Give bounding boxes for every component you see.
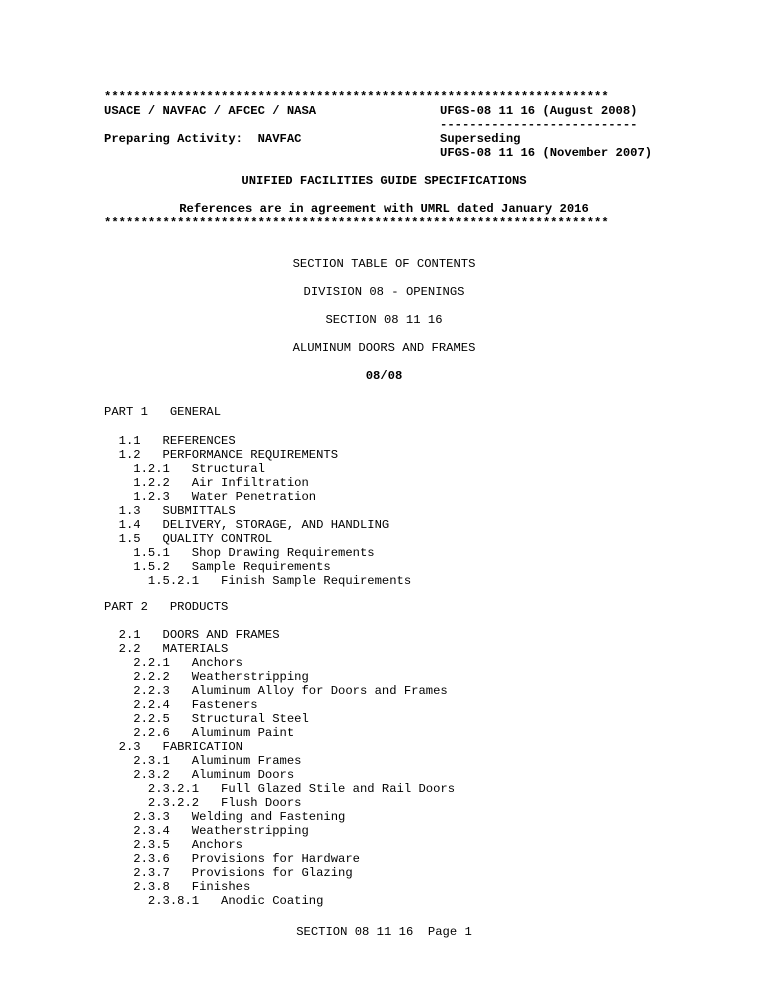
section-name: ALUMINUM DOORS AND FRAMES (292, 341, 476, 355)
toc-item: 1.5 QUALITY CONTROL (104, 532, 273, 546)
toc-item: 2.3.2.1 Full Glazed Stile and Rail Doors (104, 782, 456, 796)
part2-heading: PART 2 PRODUCTS (104, 600, 229, 614)
toc-item: 1.2.2 Air Infiltration (104, 476, 309, 490)
toc-item: 2.2.3 Aluminum Alloy for Doors and Frames (104, 684, 448, 698)
part1-heading: PART 1 GENERAL (104, 405, 222, 419)
toc-item: 1.5.1 Shop Drawing Requirements (104, 546, 375, 560)
toc-item: 1.5.2 Sample Requirements (104, 560, 331, 574)
header-stars-top: ********************************************************************* (104, 90, 609, 104)
header-dashes: --------------------------- (440, 118, 638, 132)
toc-item: 2.3.3 Welding and Fastening (104, 810, 346, 824)
toc-item: 1.2.1 Structural (104, 462, 265, 476)
header-preparing-activity: Preparing Activity: NAVFAC (104, 132, 302, 146)
toc-item: 2.2.6 Aluminum Paint (104, 726, 295, 740)
toc-item: 1.5.2.1 Finish Sample Requirements (104, 574, 412, 588)
header-spec-number: UFGS-08 11 16 (August 2008) (440, 104, 638, 118)
toc-item: 2.3.2.2 Flush Doors (104, 796, 302, 810)
toc-item: 2.3.6 Provisions for Hardware (104, 852, 360, 866)
header-agency: USACE / NAVFAC / AFCEC / NASA (104, 104, 317, 118)
header-stars-bottom: ********************************************************************* (104, 216, 609, 230)
toc-item: 2.2.4 Fasteners (104, 698, 258, 712)
guide-title: UNIFIED FACILITIES GUIDE SPECIFICATIONS (241, 174, 527, 188)
toc-item: 2.3.5 Anchors (104, 838, 243, 852)
toc-item: 1.2.3 Water Penetration (104, 490, 317, 504)
toc-item: 2.2.5 Structural Steel (104, 712, 309, 726)
header-superseded-spec: UFGS-08 11 16 (November 2007) (440, 146, 653, 160)
header-superseding-label: Superseding (440, 132, 521, 146)
page-footer: SECTION 08 11 16 Page 1 (296, 925, 472, 939)
toc-item: 2.3.8.1 Anodic Coating (104, 894, 324, 908)
toc-item: 2.1 DOORS AND FRAMES (104, 628, 280, 642)
division-title: DIVISION 08 - OPENINGS (303, 285, 465, 299)
toc-item: 1.3 SUBMITTALS (104, 504, 236, 518)
toc-item: 1.4 DELIVERY, STORAGE, AND HANDLING (104, 518, 390, 532)
toc-item: 1.2 PERFORMANCE REQUIREMENTS (104, 448, 339, 462)
toc-item: 2.3.8 Finishes (104, 880, 251, 894)
section-title: SECTION 08 11 16 (325, 313, 443, 327)
toc-item: 2.3 FABRICATION (104, 740, 243, 754)
toc-item: 2.3.1 Aluminum Frames (104, 754, 302, 768)
toc-item: 2.2 MATERIALS (104, 642, 229, 656)
toc-item: 1.1 REFERENCES (104, 434, 236, 448)
references-note: References are in agreement with UMRL dated January 2016 (179, 202, 589, 216)
date-code: 08/08 (365, 369, 403, 383)
toc-item: 2.2.1 Anchors (104, 656, 243, 670)
toc-item: 2.3.2 Aluminum Doors (104, 768, 295, 782)
toc-item: 2.2.2 Weatherstripping (104, 670, 309, 684)
toc-title: SECTION TABLE OF CONTENTS (292, 257, 476, 271)
toc-item: 2.3.7 Provisions for Glazing (104, 866, 353, 880)
toc-item: 2.3.4 Weatherstripping (104, 824, 309, 838)
